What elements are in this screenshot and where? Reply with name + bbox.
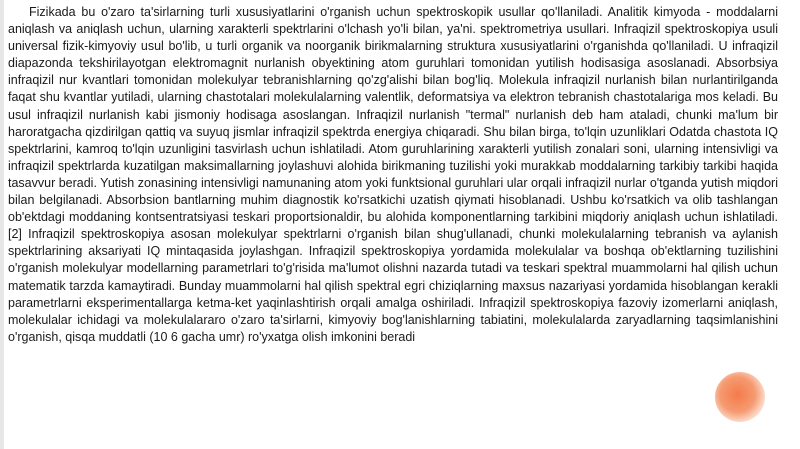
laser-pointer-dot (715, 372, 765, 422)
body-paragraph: Fizikada bu o'zaro ta'sirlarning turli xususiyatlarini o'rganish uchun spektroskopik usullar qo'llaniladi. Analitik kimyoda - moddalarni aniqlash va aniqlash uchun, ularning xarakterli spektrlarini o'lchash yo'li bilan, ya'ni. spektrometriya usullari. Infraqizil spektroskopiya usuli universal fizik-kimyoviy usul bo'lib, u turli organik va noorganik birikmalarning struktura xususiyatlarini o'rganishda qo'llaniladi. U infraqizil diapazonda tekshirilayotgan elektromagnit nurlanish obyektining atom guruhlari tomonidan yutilish hodisasiga asoslanadi. Absorbsiya infraqizil nur kvantlari tomonidan molekulyar tebranishlarning qo'zg'alishi bilan bog'liq. Molekula infraqizil nurlanish bilan nurlantirilganda faqat shu kvantlar yutiladi, ularning chastotalari molekulalarning valentlik, deformatsiya va elektron tebranish chastotalariga mos keladi. Bu usul infraqizil nurlanish kabi jismoniy hodisaga asoslangan. Infraqizil nurlanish "termal" nurlanish deb ham ataladi, chunki ma'lum bir haroratgacha qizdirilgan qattiq va suyuq jismlar infraqizil spektrda energiya chiqaradi. Shu bilan birga, to'lqin uzunliklari Odatda chastota IQ spektrlarini, kamroq to'lqin uzunligini tasvirlash uchun ishlatiladi. Atom guruhlarining xarakterli yutilish zonalari soni, ularning intensivligi va infraqizil spektrlarda kuzatilgan maksimallarning joylashuvi alohida birikmaning tuzilishi yoki murakkab moddalarning tarkibiy tarkibi haqida tasavvur beradi. Yutish zonasining intensivligi namunaning atom yoki funktsional guruhlari ular orqali infraqizil nurlar o'tganda yutish miqdori bilan belgilanadi. Absorbsion bantlarning muhim diagnostik ko'rsatkichi uzatish qiymati hisoblanadi. Ushbu ko'rsatkich va olib tashlangan ob'ektdagi moddaning kontsentratsiyasi teskari proportsionaldir, bu alohida komponentlarning tarkibini miqdoriy aniqlash uchun ishlatiladi. [2] Infraqizil spektroskopiya asosan molekulyar spektrlarni o'rganish bilan shug'ullanadi, chunki molekulalarning tebranish va aylanish spektrlarining aksariyati IQ mintaqasida joylashgan. Infraqizil spektroskopiya yordamida molekulalar va boshqa ob'ektlarning tuzilishini o'rganish molekulyar modellarning parametrlari to'g'risida ma'lumot olishni nazarda tutadi va teskari spektral muammolarni hal qilish uchun matematik tarzda kamaytiradi. Bunday muammolarni hal qilish spektral egri chiziqlarning maxsus nazariyasi yordamida hisoblangan kerakli parametrlarni eksperimentallarga ketma-ket yaqinlashtirish orqali amalga oshiriladi. Infraqizil spektroskopiya fazoviy izomerlarni aniqlash, molekulalar ichidagi va molekulalararo o'zaro ta'sirlarni, kimyoviy bog'lanishlarning tabiatini, molekulalarda zaryadlarning taqsimlanishini o'rganish, qisqa muddatli (10 6 gacha umr) ro'yxatga olish imkonini beradi (8, 5, 778, 344)
slide-left-border (0, 0, 4, 449)
